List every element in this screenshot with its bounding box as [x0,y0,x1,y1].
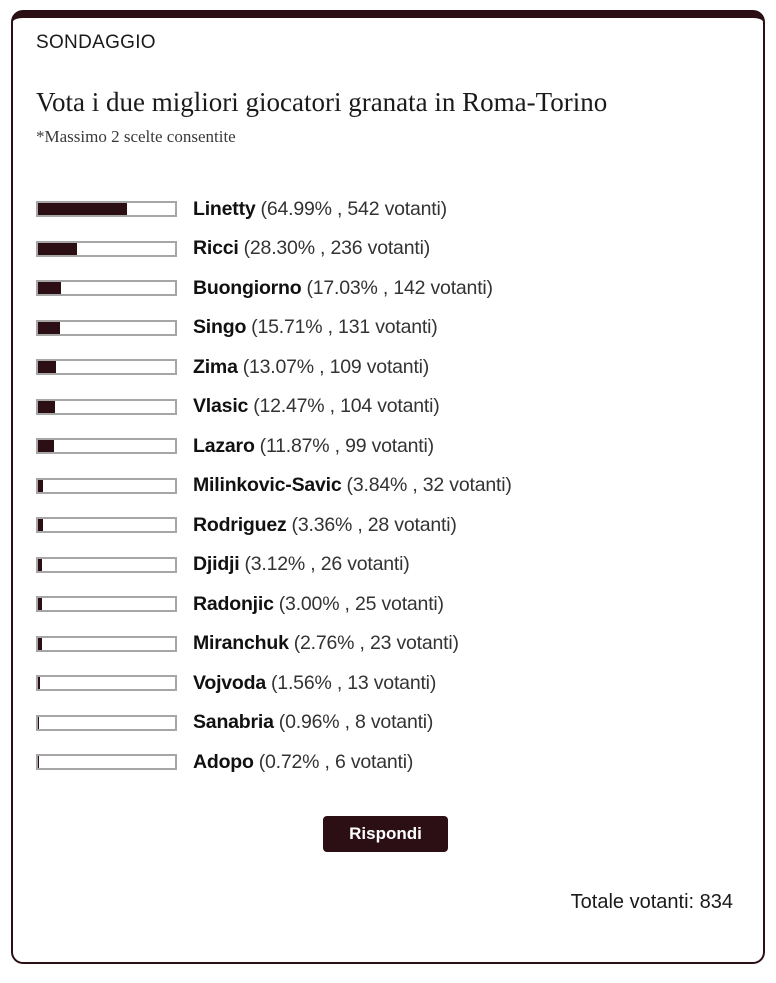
vote-stats: (3.36% , 28 votanti) [291,513,457,536]
poll-option-label [193,711,433,734]
vote-stats: (3.12% , 26 votanti) [244,553,410,575]
vote-bar-track [36,675,177,691]
vote-bar-track [36,478,177,494]
vote-stats: (11.87% , 99 votanti) [259,434,434,457]
vote-bar-fill [38,322,60,334]
player-name: Adopo [193,750,254,773]
vote-stats: (13.07% , 109 votanti) [242,355,430,378]
poll-note: *Massimo 2 scelte consentite [36,127,236,146]
vote-stats: (2.76% , 23 votanti) [293,632,459,654]
poll-option-row[interactable] [36,474,735,496]
vote-bar-fill [38,282,61,294]
vote-stats: (15.71% , 131 votanti) [251,316,438,338]
vote-bar-track [36,557,177,573]
vote-bar-fill [38,756,39,768]
poll-option-label [193,277,493,300]
vote-bar-fill [38,440,54,452]
poll-option-row[interactable] [36,316,735,338]
vote-bar-track [36,280,177,296]
player-name: Vojvoda [193,671,267,694]
poll-options-list [36,197,735,773]
poll-option-row[interactable] [36,553,735,575]
player-name: Linetty [193,197,256,220]
poll-option-row[interactable] [36,592,735,615]
poll-option-label [193,751,413,774]
player-name: Zima [193,355,238,378]
poll-option-label [193,316,438,339]
vote-bar-track [36,359,177,375]
poll-option-row[interactable] [36,237,735,259]
player-name: Lazaro [193,434,255,457]
poll-option-label [193,356,429,379]
vote-stats: (17.03% , 142 votanti) [306,276,493,299]
player-name: Ricci [193,237,239,259]
poll-option-row[interactable] [36,671,735,694]
vote-bar-track [36,399,177,415]
poll-option-row[interactable] [36,434,735,457]
player-name: Djidji [193,553,240,575]
player-name: Sanabria [193,711,274,733]
vote-bar-fill [38,361,56,373]
poll-option-label [193,435,434,458]
poll-kicker: SONDAGGIO [36,32,156,53]
poll-option-label [193,672,436,695]
poll-option-row[interactable] [36,355,735,378]
vote-bar-fill [38,638,42,650]
player-name: Vlasic [193,395,249,417]
vote-stats: (0.96% , 8 votanti) [278,711,434,733]
vote-stats: (0.72% , 6 votanti) [258,750,414,773]
vote-bar-fill [38,519,43,531]
player-name: Radonjic [193,592,274,615]
vote-stats: (64.99% , 542 votanti) [260,197,447,220]
player-name: Rodriguez [193,513,287,536]
poll-option-row[interactable] [36,197,735,220]
vote-bar-track [36,241,177,257]
poll-option-row[interactable] [36,513,735,536]
poll-option-row[interactable] [36,711,735,733]
vote-bar-fill [38,677,40,689]
vote-bar-track [36,636,177,652]
poll-option-label [193,593,444,616]
poll-option-label [193,395,440,418]
vote-bar-fill [38,480,43,492]
vote-stats: (12.47% , 104 votanti) [253,395,440,417]
poll-question: Vota i due migliori giocatori granata in Roma-Torino [36,87,608,117]
poll-option-label [193,514,457,537]
submit-area [36,816,735,852]
poll-option-label [193,198,447,221]
vote-bar-fill [38,243,77,255]
poll-option-label [193,553,410,576]
poll-option-row[interactable] [36,276,735,299]
vote-bar-fill [38,203,127,215]
poll-card [11,10,765,964]
vote-bar-track [36,754,177,770]
poll-option-row[interactable] [36,395,735,417]
vote-stats: (28.30% , 236 votanti) [243,237,430,259]
poll-option-row[interactable] [36,632,735,654]
poll-option-label [193,237,430,260]
vote-bar-track [36,596,177,612]
player-name: Buongiorno [193,276,302,299]
vote-bar-track [36,320,177,336]
vote-bar-track [36,201,177,217]
poll-option-row[interactable] [36,750,735,773]
vote-bar-track [36,517,177,533]
player-name: Singo [193,316,247,338]
rispondi-button[interactable]: Rispondi [323,816,448,852]
vote-bar-track [36,715,177,731]
vote-stats: (3.84% , 32 votanti) [346,474,512,496]
vote-stats: (3.00% , 25 votanti) [278,592,444,615]
vote-bar-fill [38,598,42,610]
poll-option-label [193,632,459,655]
poll-option-label [193,474,512,497]
total-voters: Totale votanti: 834 [570,891,733,913]
vote-stats: (1.56% , 13 votanti) [271,671,437,694]
vote-bar-fill [38,559,42,571]
player-name: Milinkovic-Savic [193,474,342,496]
vote-bar-fill [38,401,55,413]
vote-bar-track [36,438,177,454]
player-name: Miranchuk [193,632,289,654]
vote-bar-fill [38,717,39,729]
